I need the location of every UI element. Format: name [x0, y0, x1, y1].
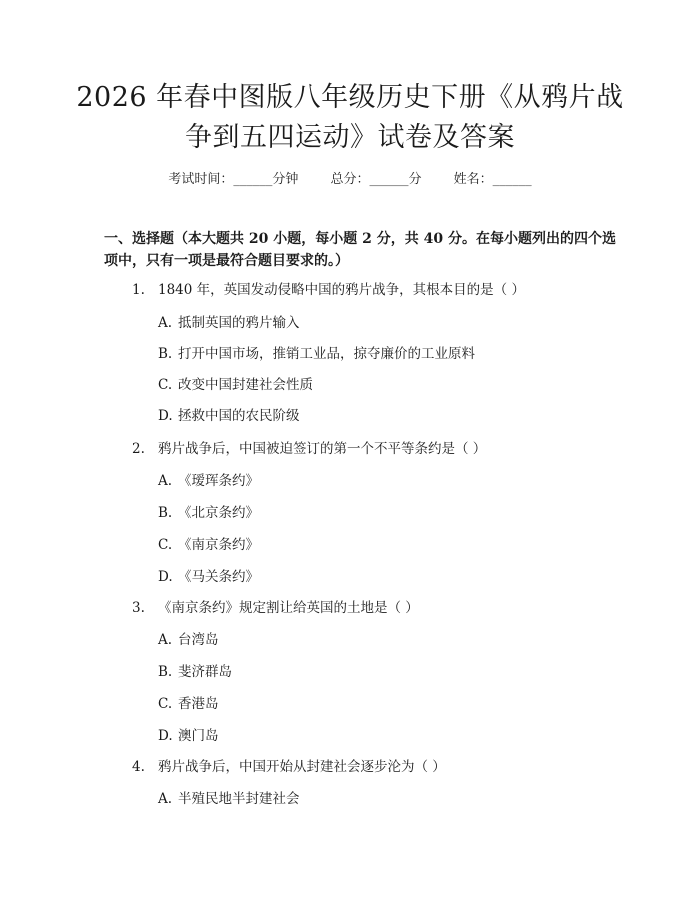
exam-name: 姓名：______	[453, 172, 532, 187]
question-1-option-b	[158, 344, 475, 364]
question-4-option-a	[158, 789, 300, 809]
exam-score: 总分：______分	[330, 172, 422, 187]
question-1-option-a	[158, 313, 300, 333]
exam-time: 考试时间：______分钟	[168, 172, 299, 187]
page-title	[60, 78, 640, 158]
question-2	[132, 439, 486, 459]
question-3-option-b	[158, 662, 232, 682]
question-text: 鸦片战争后，中国开始从封建社会逐步沦为（ ）	[158, 759, 446, 775]
question-2-option-d	[158, 567, 259, 587]
option-letter: A.	[158, 791, 173, 807]
question-text: 1840 年，英国发动侵略中国的鸦片战争，其根本目的是（ ）	[158, 282, 525, 298]
title-line-2: 争到五四运动》试卷及答案	[185, 122, 515, 153]
question-number: 1.	[132, 282, 145, 298]
option-text: 香港岛	[178, 696, 219, 712]
option-letter: B.	[158, 346, 173, 362]
option-letter: A.	[158, 632, 173, 648]
option-text: 《南京条约》	[178, 537, 259, 553]
question-2-option-b	[158, 503, 259, 523]
option-letter: A.	[158, 473, 173, 489]
option-text: 斐济群岛	[178, 664, 232, 680]
question-number: 3.	[132, 600, 145, 616]
option-text: 拯救中国的农民阶级	[178, 408, 300, 424]
option-letter: C.	[158, 696, 173, 712]
option-text: 澳门岛	[178, 728, 219, 744]
option-text: 半殖民地半封建社会	[178, 791, 300, 807]
question-3-option-a	[158, 630, 219, 650]
option-letter: B.	[158, 505, 173, 521]
option-letter: A.	[158, 315, 173, 331]
question-number: 2.	[132, 441, 145, 457]
option-letter: D.	[158, 728, 173, 744]
section-heading-line-2: 项中，只有一项是最符合题目要求的。）	[104, 253, 349, 269]
option-text: 《北京条约》	[178, 505, 259, 521]
option-letter: C.	[158, 537, 173, 553]
question-4	[132, 757, 446, 777]
option-letter: D.	[158, 408, 173, 424]
question-text: 鸦片战争后，中国被迫签订的第一个不平等条约是（ ）	[158, 441, 487, 457]
option-text: 抵制英国的鸦片输入	[178, 315, 300, 331]
option-text: 改变中国封建社会性质	[178, 377, 313, 393]
question-1-option-d	[158, 406, 300, 426]
section-heading-line-1: 一、选择题（本大题共 20 小题，每小题 2 分，共 40 分。在每小题列出的四个选	[104, 231, 616, 247]
option-text: 《瑷珲条约》	[178, 473, 259, 489]
question-1-option-c	[158, 375, 313, 395]
option-text: 台湾岛	[178, 632, 219, 648]
exam-info	[0, 168, 700, 187]
question-number: 4.	[132, 759, 145, 775]
question-3-option-d	[158, 726, 219, 746]
question-2-option-a	[158, 471, 259, 491]
option-letter: C.	[158, 377, 173, 393]
option-letter: B.	[158, 664, 173, 680]
question-text: 《南京条约》规定割让给英国的土地是（ ）	[158, 600, 419, 616]
question-2-option-c	[158, 535, 259, 555]
option-text: 打开中国市场，推销工业品，掠夺廉价的工业原料	[178, 346, 475, 362]
option-letter: D.	[158, 569, 173, 585]
question-3	[132, 598, 419, 618]
question-3-option-c	[158, 694, 219, 714]
option-text: 《马关条约》	[178, 569, 259, 585]
question-1	[132, 280, 525, 300]
section-heading	[104, 228, 624, 272]
title-line-1: 2026 年春中图版八年级历史下册《从鸦片战	[76, 82, 624, 113]
